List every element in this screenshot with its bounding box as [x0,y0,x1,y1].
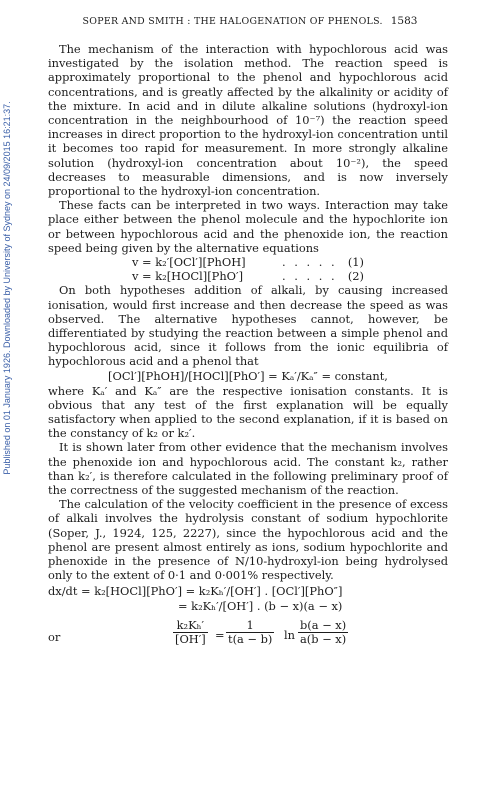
paragraph-mechanism: The mechanism of the interaction with hypochlorous acid was investigated by the isolation method. The reaction speed is approximately proportional to the phenol and hypochlorous acid concentrations, and is greatly affected by the alkalinity or acidity of the mixture. In acid and in dilute alkaline solutions (hydroxyl-ion concentration in the neighbourhood of 10⁻⁷) the reaction speed increases in direct proportion to the hydroxyl-ion concentration until it becomes too rapid for measurement. In more strongly alkaline solution (hydroxyl-ion concentration about 10⁻²), the speed decreases to measurable dimensions, and is now inversely proportional to the hydroxyl-ion concentration. [48,42,448,199]
equation-1 [48,255,448,269]
reciprocal-denominator: t(a − b) [228,631,273,646]
equation-2-leader: . . . . . [282,269,338,284]
running-title: SOPER AND SMITH : THE HALOGENATION OF PHENOLS. [82,16,383,27]
paragraph-ionisation-constants: where Kₐ′ and Kₐ″ are the respective ionisation constants. It is obvious that any test of the first explanation will be equally satisfactory when applied to the second explanation, if it is based on the constancy of k₂ or k₂′. [48,383,448,441]
paragraph-interpretation: These facts can be interpreted in two ways. Interaction may take place either between the phenol molecule and the hypochlorite ion or between hypochlorous acid and the phenoxide ion, the reaction speed being given by the alternative equations [48,198,448,255]
reciprocal-numerator: 1 [246,617,254,632]
lhs-numerator: k₂Kₕ′ [176,617,205,632]
or-label: or [48,629,61,644]
natural-log-symbol: ln [284,627,295,642]
log-argument-fraction [298,619,348,646]
download-notice-text[interactable]: Published on 01 January 1926. Downloaded by University of Sydney on 24/09/2015 16:21:37. [2,101,12,475]
equation-2-expression: v = k₂[HOCl][PhO′] [132,269,244,284]
equation-1-number: (1) [347,255,364,270]
log-argument-denominator: a(b − x) [300,631,347,646]
running-header [58,15,442,27]
rate-equation-line-2: = k₂Kₕ′/[OH′] . (b − x)(a − x) [178,598,343,613]
equation-1-expression: v = k₂′[OCl′][PhOH] [132,255,246,270]
paragraph-velocity-coefficient: The calculation of the velocity coefficient in the presence of excess of alkali involves the hydrolysis constant of sodium hypochlorite (Soper, J., 1924, 125, 2227), since the hypochlorous acid and the phenol are present almost entirely as ions, sodium hypochlorite and phenoxide in the presence of N/10-hydroxyl-ion being hydrolysed only to the extent of 0·1 and 0·001% respectively. [48,497,448,583]
reciprocal-fraction [226,619,274,646]
page-number: 1583 [390,15,418,27]
equation-2 [48,269,448,283]
integrated-rate-equation [48,617,448,657]
lhs-fraction [173,619,208,646]
download-notice-sidebar [2,48,16,528]
equilibrium-equation: [OCl′][PhOH]/[HOCl][PhO′] = Kₐ′/Kₐ″ = constant, [108,368,388,383]
log-argument-numerator: b(a − x) [300,617,347,632]
equation-1-leader: . . . . . [282,255,338,270]
equals-sign: = [215,627,225,642]
paragraph-hypotheses: On both hypotheses addition of alkali, by causing increased ionisation, would first increase and then decrease the speed as was observed. The alternative hypotheses cannot, however, be differentiated by studying the reaction between a simple phenol and hypochlorous acid, since it follows from the ionic equilibria of hypochlorous acid and a phenol that [48,283,448,369]
equation-2-number: (2) [347,269,364,284]
lhs-denominator: [OH′] [175,631,206,646]
rate-equation-line-1: dx/dt = k₂[HOCl][PhO′] = k₂Kₕ′/[OH′] . [OCl′][PhO″] [48,584,343,599]
article-body [48,42,448,657]
paragraph-mechanism-evidence: It is shown later from other evidence that the mechanism involves the phenoxide ion and hypochlorous acid. The constant k₂, rather than k₂′, is therefore calculated in the following preliminary proof of the correctness of the suggested mechanism of the reaction. [48,440,448,498]
